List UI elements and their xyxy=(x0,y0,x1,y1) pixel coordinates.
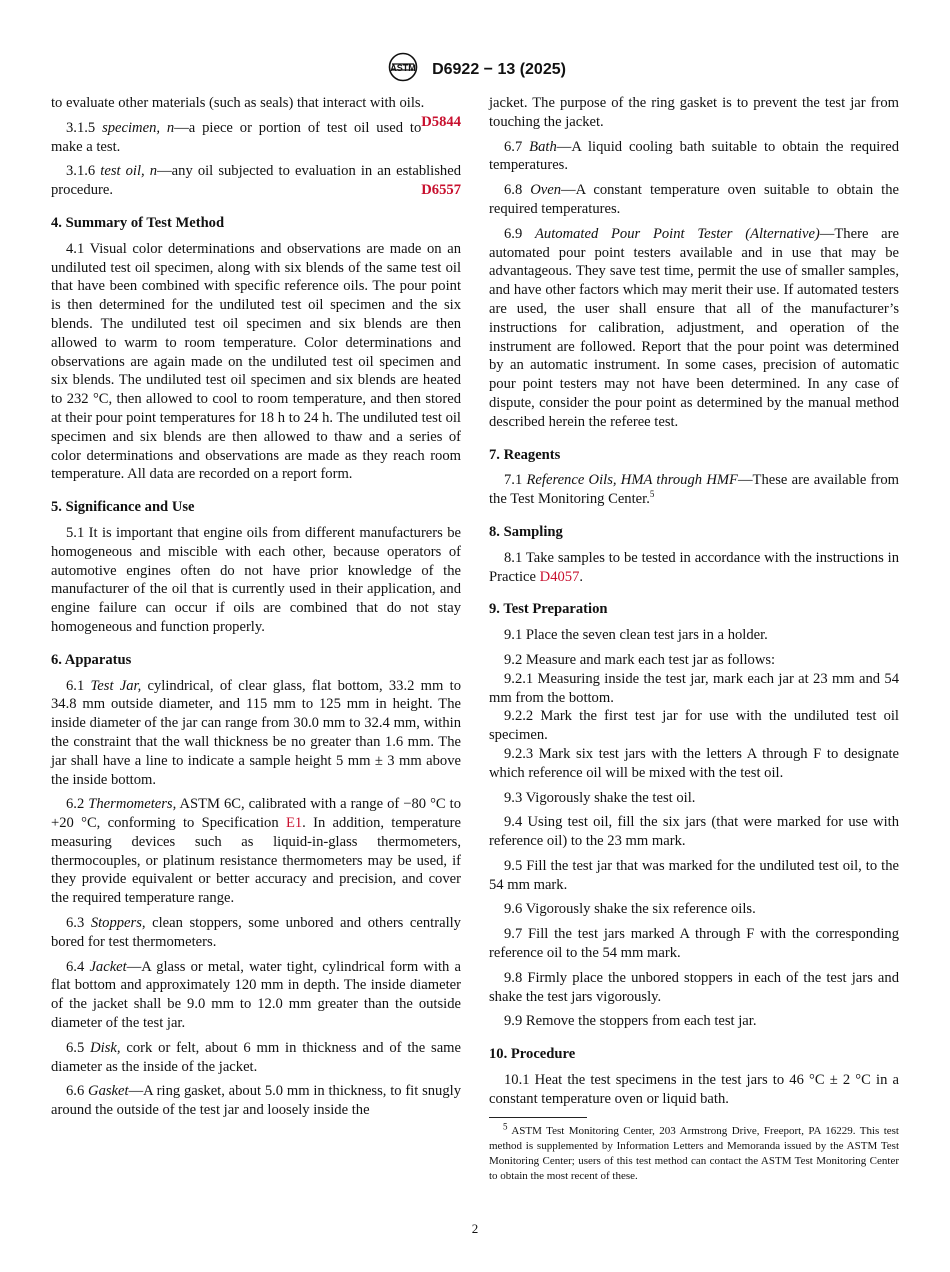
paragraph-10-1: 10.1 Heat the test specimens in the test jars to 46 °C ± 2 °C in a constant temperature oven or liquid bath. xyxy=(489,1072,899,1107)
section-heading-4: 4. Summary of Test Method xyxy=(51,214,225,231)
paragraph-6-8: 6.8 Oven—A constant temperature oven suitable to obtain the required temperatures. xyxy=(489,182,899,217)
paragraph-9-2: 9.2 Measure and mark each test jar as follows: xyxy=(504,651,776,668)
page-header xyxy=(0,52,950,87)
paragraph-6-4: 6.4 Jacket—A glass or metal, water tight, cylindrical form with a flat bottom and approximately 120 mm in depth. The inside diameter of the jacket shall be 9.0 mm to 12.0 mm greater than the outside diameter of the test jar. xyxy=(51,958,462,1032)
paragraph-9-6: 9.6 Vigorously shake the six reference oils. xyxy=(504,901,756,918)
paragraph-9-2-2: 9.2.2 Mark the first test jar for use with the undiluted test oil specimen. xyxy=(489,708,899,744)
paragraph-6-1: 6.1 Test Jar, cylindrical, of clear glass, flat bottom, 33.2 mm to 34.8 mm outside diameter, and 115 mm to 125 mm in height. The inside diameter of the jar can range from 30.0 mm to 32.4 mm, within the constraint that the wall thickness be no greater than 1.6 mm. The jar shall have a line to indicate a sample height 5 mm ± 3 mm above the inside bottom. xyxy=(51,677,461,788)
section-heading-5: 5. Significance and Use xyxy=(51,499,195,516)
paragraph-6-6-continued: jacket. The purpose of the ring gasket is to prevent the test jar from touching the jacket. xyxy=(489,95,899,130)
paragraph-9-9: 9.9 Remove the stoppers from each test jar. xyxy=(504,1013,757,1030)
paragraph-6-6: 6.6 Gasket—A ring gasket, about 5.0 mm in thickness, to fit snugly around the outside of the test jar and loosely inside the xyxy=(51,1083,461,1119)
section-heading-10: 10. Procedure xyxy=(489,1046,576,1063)
document-designation: D6922 − 13 (2025) xyxy=(432,60,566,78)
paragraph-continued: to evaluate other materials (such as seals) that interact with oils. D5844 xyxy=(51,95,461,130)
paragraph-9-4: 9.4 Using test oil, fill the six jars (that were marked for use with reference oil) to the 23 mm mark. xyxy=(489,814,899,850)
paragraph-9-1: 9.1 Place the seven clean test jars in a holder. xyxy=(504,627,768,644)
paragraph-6-2: 6.2 Thermometers, ASTM 6C, calibrated with a range of −80 °C to +20 °C, conforming to Specification E1. In addition, temperature measuring devices such as liquid-in-glass thermometers, thermocouples, or platinum resistance thermometers may be used, if they provide equivalent or better accuracy and precision, and cover the required temperature range. xyxy=(51,796,461,907)
paragraph-4-1: 4.1 Visual color determinations and observations are made on an undiluted test oil specimen, along with six blends of the same test oil that have been combined with specific reference oils. The pour point is then determined for the undiluted test oil specimen and the six blends. The undiluted test oil specimen and six blends are then allowed to warm to room temperature. Color determinations and observations are again made on the undiluted test oil specimen and six blends. The undiluted test oil specimen and six blends are heated to 232 °C, then allowed to cool to room temperature, and then stored at their pour point temperatures for 18 h to 24 h. The undiluted test oil specimen and six blends are then allowed to thaw and a series of color determinations and observations are made as they reach room temperature. All data are recorded on a report form. xyxy=(51,240,461,483)
definition-3-1-6: 3.1.6 test oil, n—any oil subjected to evaluation in an established procedure. D6557 xyxy=(51,163,461,199)
paragraph-7-1: 7.1 Reference Oils, HMA through HMF—These are available from the Test Monitoring Center.$^5$ xyxy=(489,472,900,508)
svg-text:ASTM: ASTM xyxy=(390,63,416,73)
definition-3-1-5: 3.1.5 specimen, n—a piece or portion of test oil used to make a test. xyxy=(51,119,422,155)
paragraph-9-8: 9.8 Firmly place the unbored stoppers in each of the test jars and shake the test jars vigorously. xyxy=(489,969,899,1005)
reference-link-d4057[interactable]: D4057 xyxy=(539,568,580,585)
footnote-5: $^5$ ASTM Test Monitoring Center, 203 Armstrong Drive, Freeport, PA 16229. This test method is supplemented by Information Letters and Memoranda issued by the ASTM Test Monitoring Center; users of this test method can contact the ASTM Test Monitoring Center to obtain the most recent of these. xyxy=(489,1121,899,1182)
paragraph-9-2-3: 9.2.3 Mark six test jars with the letters A through F to designate which reference oil will be mixed with the test oil. xyxy=(489,745,899,781)
section-heading-6: 6. Apparatus xyxy=(51,651,132,668)
astm-logo-icon xyxy=(384,52,422,87)
paragraph-5-1: 5.1 It is important that engine oils from different manufacturers be homogeneous and miscible with each other, because operators of automotive engines often do not have prior knowledge of the manufacturer of the oil that is currently used in their application, and engine failure can occur if oils are combined that do not stay homogeneous and function properly. xyxy=(51,524,461,635)
paragraph-9-3: 9.3 Vigorously shake the test oil. xyxy=(504,789,696,806)
right-column xyxy=(489,94,899,1184)
paragraph-8-1: 8.1 Take samples to be tested in accordance with the instructions in Practice D4057. xyxy=(489,549,899,585)
paragraph-6-7: 6.7 Bath—A liquid cooling bath suitable to obtain the required temperatures. xyxy=(489,138,899,174)
section-heading-8: 8. Sampling xyxy=(489,523,563,540)
paragraph-6-3: 6.3 Stoppers, clean stoppers, some unbored and others centrally bored for test thermometers. xyxy=(51,915,461,950)
paragraph-9-2-1: 9.2.1 Measuring inside the test jar, mark each jar at 23 mm and 54 mm from the bottom. xyxy=(489,670,899,706)
paragraph-9-7: 9.7 Fill the test jars marked A through F with the corresponding reference oil to the 54 mm mark. xyxy=(489,926,899,962)
left-column xyxy=(51,94,461,1126)
section-heading-9: 9. Test Preparation xyxy=(489,601,608,618)
reference-link-d5844[interactable]: D5844 xyxy=(421,113,461,130)
paragraph-6-5: 6.5 Disk, cork or felt, about 6 mm in thickness and of the same diameter as the inside of the jacket. xyxy=(51,1039,462,1075)
paragraph-9-5: 9.5 Fill the test jar that was marked for the undiluted test oil, to the 54 mm mark. xyxy=(489,857,899,893)
page-number: 2 xyxy=(471,1221,479,1236)
reference-link-d6557[interactable]: D6557 xyxy=(421,182,461,199)
section-heading-7: 7. Reagents xyxy=(489,446,561,463)
footnote-divider xyxy=(489,1117,587,1118)
footnote-marker-5[interactable]: 5 xyxy=(649,489,655,500)
paragraph-6-9: 6.9 Automated Pour Point Tester (Alternative)—There are automated pour point testers available and in use that may be advantageous. They save test time, permit the use of smaller samples, and have other factors which may merit their use. If automated testers are used, the user shall ensure that all of the manufacturer’s instructions for calibration, adjustment, and operation of the instrument are followed. Report that the pour point was determined by an automatic instrument. In some cases, precision of automatic pour point testers may not have been determined. In any case of dispute, consider the pour point as determined by the manual method described herein the referee test. xyxy=(489,225,899,430)
reference-link-e1[interactable]: E1 xyxy=(285,815,303,832)
